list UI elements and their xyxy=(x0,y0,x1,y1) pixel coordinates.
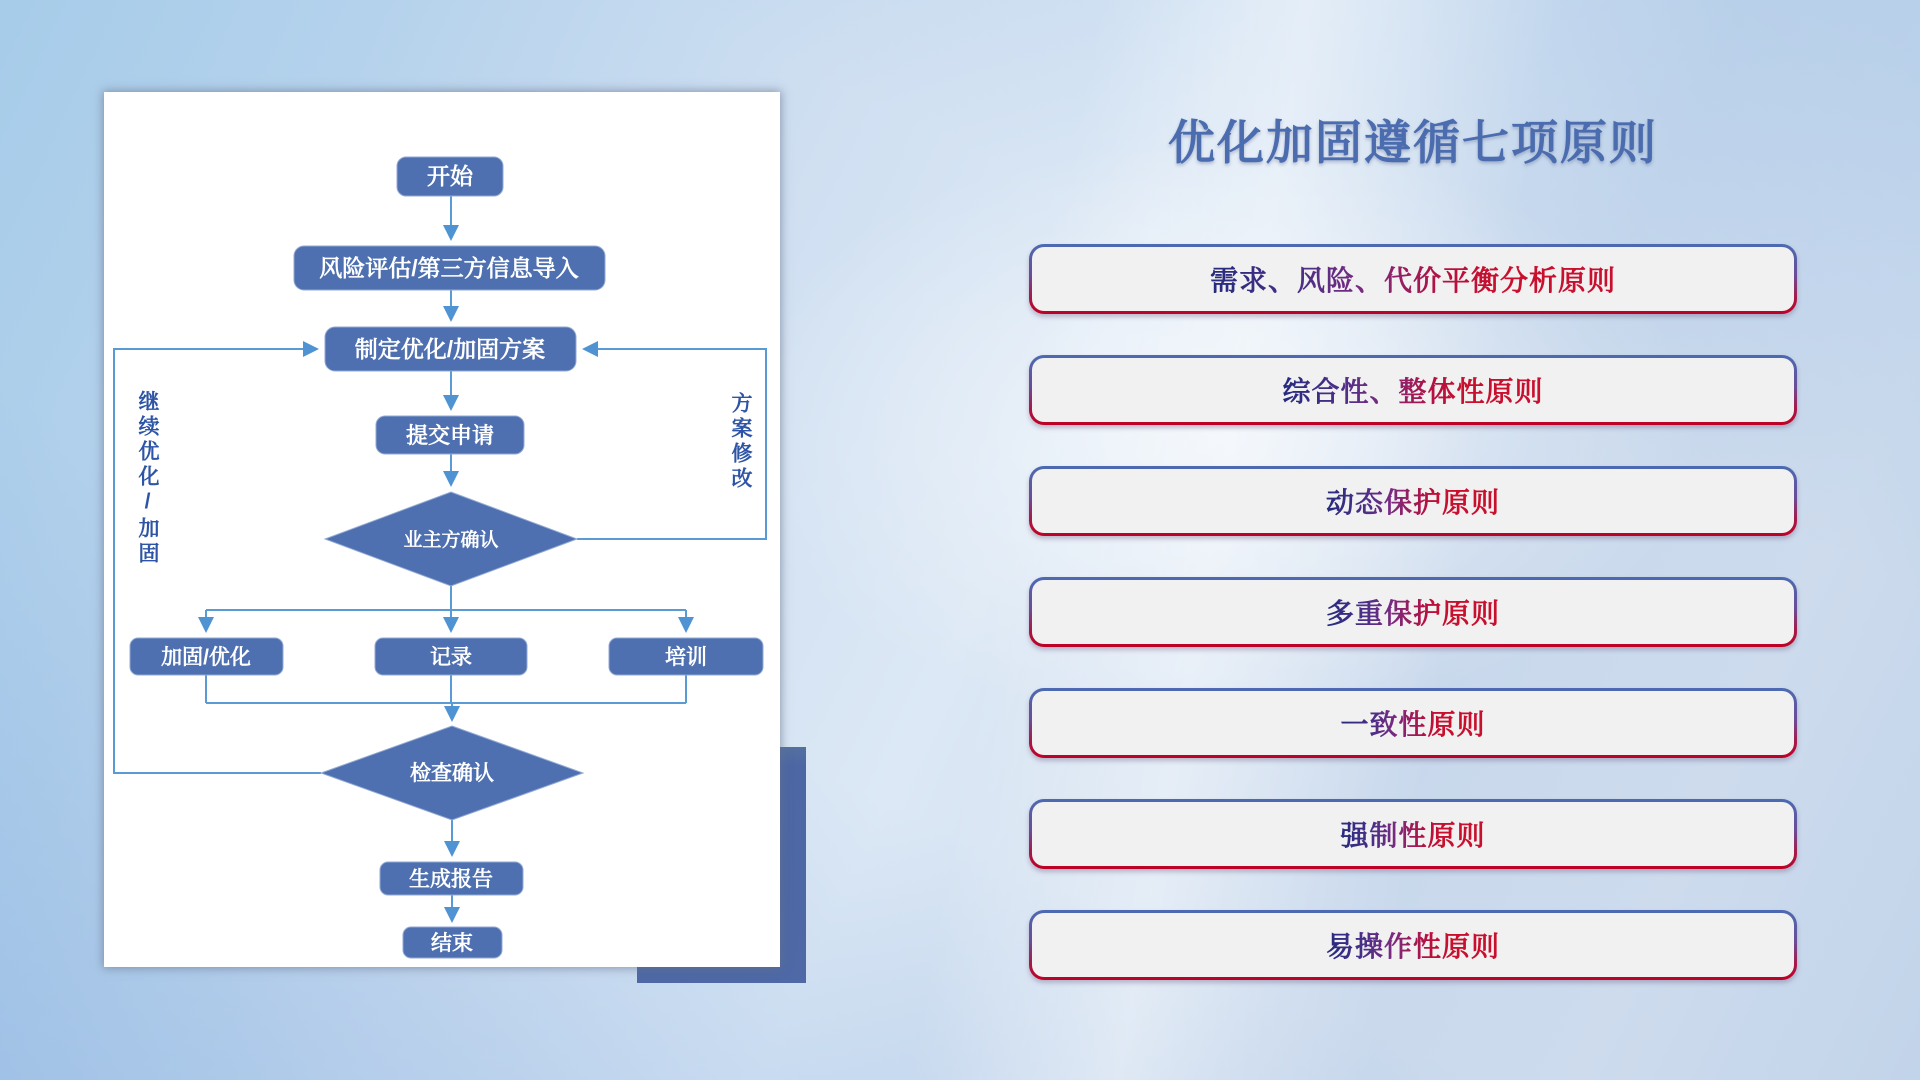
flow-node-end-label: 结束 xyxy=(431,932,473,955)
flow-node-risk-label: 风险评估/第三方信息导入 xyxy=(319,255,579,281)
edge-label-revise-plan: 方案修改 xyxy=(729,392,752,492)
principle-item-7-label: 易操作性原则 xyxy=(1326,925,1500,965)
flow-node-training-label: 培训 xyxy=(665,646,707,669)
principle-item-5 xyxy=(1029,688,1797,758)
flow-node-plan-label: 制定优化/加固方案 xyxy=(354,336,546,362)
principle-item-1-label: 需求、风险、代价平衡分析原则 xyxy=(1210,259,1616,299)
flow-node-submit-label: 提交申请 xyxy=(405,423,495,448)
principle-item-7 xyxy=(1029,910,1797,980)
flowchart-card xyxy=(104,92,780,967)
flow-node-report-label: 生成报告 xyxy=(409,868,493,891)
principle-item-6-label: 强制性原则 xyxy=(1340,814,1485,854)
principle-item-2-label: 综合性、整体性原则 xyxy=(1282,370,1543,410)
principle-item-5-label: 一致性原则 xyxy=(1340,703,1485,743)
principle-item-2 xyxy=(1029,355,1797,425)
principle-item-4 xyxy=(1029,577,1797,647)
principle-item-1 xyxy=(1029,244,1797,314)
flow-node-start-label: 开始 xyxy=(427,163,473,189)
flow-node-reinforce-label: 加固/优化 xyxy=(161,646,251,669)
principle-item-3-label: 动态保护原则 xyxy=(1326,481,1500,521)
flowchart-svg xyxy=(104,92,780,967)
flow-node-record-label: 记录 xyxy=(430,646,472,669)
principle-item-4-label: 多重保护原则 xyxy=(1326,592,1500,632)
page-title: 优化加固遵循七项原则 xyxy=(1168,116,1658,169)
principle-item-6 xyxy=(1029,799,1797,869)
principle-item-3 xyxy=(1029,466,1797,536)
flow-node-owner-confirm-label: 业主方确认 xyxy=(403,530,499,551)
edge-label-continue-optimize: 继续优化/加固 xyxy=(136,390,159,567)
flow-node-check-confirm-label: 检查确认 xyxy=(410,762,494,785)
